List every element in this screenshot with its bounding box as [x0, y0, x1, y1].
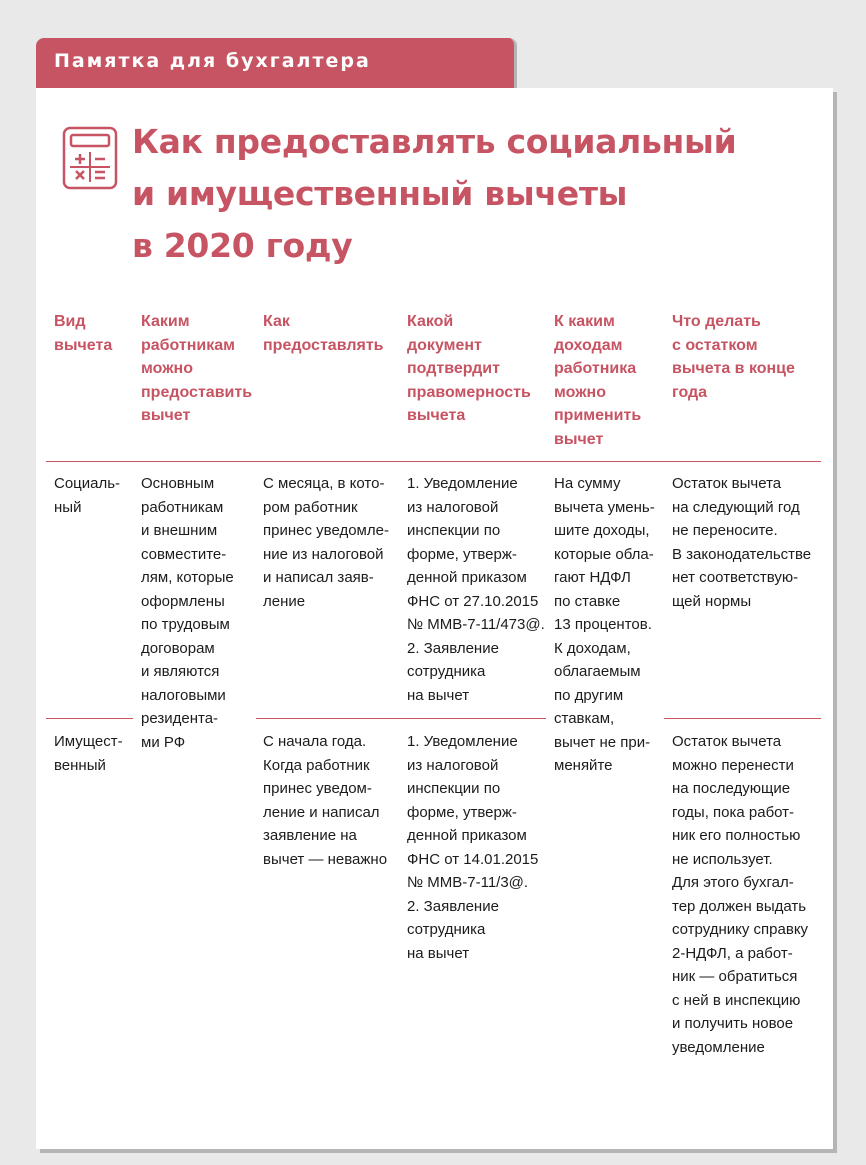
header-document: Какой документ подтвердит правомерность вычета [407, 313, 531, 424]
row-divider-left [46, 718, 133, 719]
calculator-icon [62, 126, 118, 190]
row-property-how: С начала года. Когда работник принес уведом- ление и написал заявление на вычет — неважно [263, 733, 388, 868]
row-social-remainder: Остаток вычета на следующий год не переносите. В законодательстве нет соответствую- щей нормы [672, 475, 812, 610]
section-tab [36, 38, 517, 88]
row-social-how: С месяца, в кото- ром работник принес уведомле- ние из налоговой и написал заяв- ление [263, 475, 389, 610]
section-tab-label: Памятка для бухгалтера [54, 50, 371, 72]
row-property-document: 1. Уведомление из налоговой инспекции по форме, утверж- денной приказом ФНС от 14.01.2015 № ММВ-7-11/3@. 2. Заявление сотрудника на вычет [407, 733, 539, 962]
header-how: Как предоставлять [263, 313, 384, 354]
row-social-document: 1. Уведомление из налоговой инспекции по форме, утверж- денной приказом ФНС от 27.10.2015 № ММВ-7-11/473@. 2. Заявление сотрудника на вычет [407, 475, 545, 704]
row-divider-right [664, 718, 821, 719]
row-property-type: Имущест- венный [54, 733, 123, 774]
header-divider [46, 461, 821, 462]
recipients-cell: Основным работникам и внешним совместите- лям, которые оформлены по трудовым договорам и являются налоговыми резидента- ми РФ [141, 475, 234, 751]
memo-card [36, 88, 833, 1149]
header-remainder: Что делать с остатком вычета в конце года [672, 313, 795, 401]
income-cell: На сумму вычета умень- шите доходы, которые обла- гают НДФЛ по ставке 13 процентов. К доходам, облагаемым по другим ставкам, вычет не при- меняйте [554, 475, 655, 774]
header-recipients: Каким работникам можно предоставить вычет [141, 313, 253, 424]
header-deduction-type: Вид вычета [54, 313, 113, 354]
header-income: К каким доходам работника можно применить вычет [554, 313, 642, 448]
row-social-type: Социаль- ный [54, 475, 121, 516]
row-property-remainder: Остаток вычета можно перенести на последующие годы, пока работ- ник его полностью не использует. Для этого бухгал- тер должен выдать сотруднику справку 2-НДФЛ, а работ- ник — обратиться с ней в инспекцию и получить новое уведомление [672, 733, 809, 1056]
page-title: Как предоставлять социальный и имущественный вычеты в 2020 году [132, 122, 737, 265]
row-divider-middle [256, 718, 546, 719]
